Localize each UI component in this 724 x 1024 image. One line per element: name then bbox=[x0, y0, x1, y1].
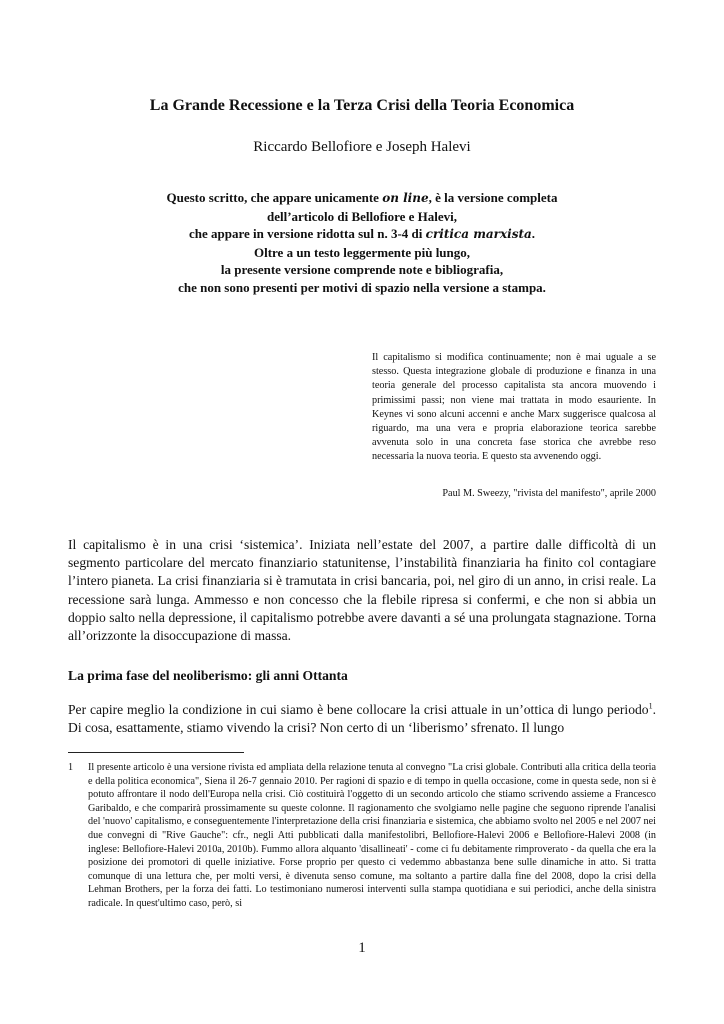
footnote-1 bbox=[68, 761, 656, 911]
journal-name: critica marxista bbox=[425, 227, 532, 241]
notice-line-2: dell’articolo di Bellofiore e Halevi, bbox=[266, 208, 458, 224]
notice-line-6: che non sono presenti per motivi di spazio nella versione a stampa. bbox=[178, 279, 546, 295]
online-emphasis: on line bbox=[382, 191, 429, 205]
online-version-notice bbox=[110, 189, 614, 296]
body-paragraph-2: Per capire meglio la condizione in cui siamo è bene collocare la crisi attuale in un’ottica di lungo periodo$^1$. Di cosa, esattamente, stiamo vivendo la crisi? Non certo di un ‘liberismo’ sfrenato. Il lungo bbox=[68, 701, 656, 736]
notice-line-4: Oltre a un testo leggermente più lungo, bbox=[253, 244, 471, 260]
footnote-text: Il presente articolo è una versione rivista ed ampliata della relazione tenuta al convegno "La crisi globale. Contributi alla critica della teoria e della politica economica", Siena il 26-7 gennaio 2010. Per ragioni di spazio e di tempo in quella occasione, come in questa sede, non si è potuto affrontare il nodo dell'Europa nella crisi. Ciò costituirà l'oggetto di un secondo articolo che stiamo scrivendo assieme a Francesco Garibaldo, e che comparirà prossimamente su queste colonne. Il ragionamento che svolgiamo nelle pagine che seguono riprende l'analisi del 'nuovo' capitalismo, e conseguentemente l'interpretazione della crisi finanziaria e sistemica, che abbiamo svolto nel 2005 e nel 2007 nei due convegni di "Rive Gauche": cfr., negli Atti pubblicati dalla manifestolibri, Bellofiore-Halevi 2006 e Bellofiore-Halevi 2008 (in inglese: Bellofiore-Halevi 2010a, 2010b). Fummo allora alquanto 'disallineati' - come ci fu debitamente rimproverato - da quella che era la posizione dei promotori di quelle iniziative. Forse proprio per questo ci vedemmo abbastanza bene sulle dinamiche in atto. Si tratta comunque di una lettura che, per molti versi, è divenuta senso comune, ma soltanto a partire dalla fine del 2008, dopo la crisi della Lehman Brothers, per la forza dei fatti. Lo testimoniano numerosi interventi sulla stampa quotidiana e sui periodici, anche della sinistra radicale. In quest'ultimo caso, però, si bbox=[88, 762, 656, 909]
notice-line-5: la presente versione comprende note e bibliografia, bbox=[220, 262, 504, 277]
epigraph-attribution: Paul M. Sweezy, "rivista del manifesto", aprile 2000 bbox=[442, 488, 656, 499]
page-number: 1 bbox=[358, 940, 366, 956]
footnote-reference[interactable]: 1 bbox=[648, 701, 653, 711]
notice-line-1: Questo scritto, che appare unicamente on line, è la versione completa bbox=[166, 190, 558, 205]
body-paragraph-1: Il capitalismo è in una crisi ‘sistemica’. Iniziata nell’estate del 2007, a partire dalle difficoltà di un segmento particolare del mercato finanziario statunitense, l’instabilità finanziaria ha finito col contagiare l’intero pianeta. La crisi finanziaria si è tramutata in crisi bancaria, poi, nel giro di un anno, in crisi reale. La recessione sarà lunga. Ammesso e non concesso che la flebile ripresa si confermi, e che non si abbia un doppio salto nella depressione, il capitalismo potrebbe avere davanti a sé una prolungata stagnazione. Torna all’orizzonte la disoccupazione di massa. bbox=[68, 537, 656, 644]
footnote-separator bbox=[68, 752, 244, 753]
paper-authors: Riccardo Bellofiore e Joseph Halevi bbox=[253, 139, 471, 155]
paper-title: La Grande Recessione e la Terza Crisi della Teoria Economica bbox=[149, 97, 575, 114]
section-heading: La prima fase del neoliberismo: gli anni Ottanta bbox=[68, 668, 348, 683]
epigraph-quote: Il capitalismo si modifica continuamente; non è mai uguale a se stesso. Questa integrazione globale di produzione e finanza in una teoria generale del processo capitalista sta ancora muovendo i primissimi passi; non viene mai trattata in modo esauriente. In Keynes vi sono alcuni accenni e anche Marx suggerisce qualcosa al riguardo, ma una vera e propria elaborazione teorica sarebbe avvenuta solo in una concreta fase storica che avrebbe reso necessaria la nuova teoria. E questo sta avvenendo oggi. bbox=[372, 352, 656, 463]
notice-line-3: che appare in versione ridotta sul n. 3-4 di critica marxista. bbox=[188, 226, 536, 241]
footnote-number: 1 bbox=[68, 762, 74, 773]
